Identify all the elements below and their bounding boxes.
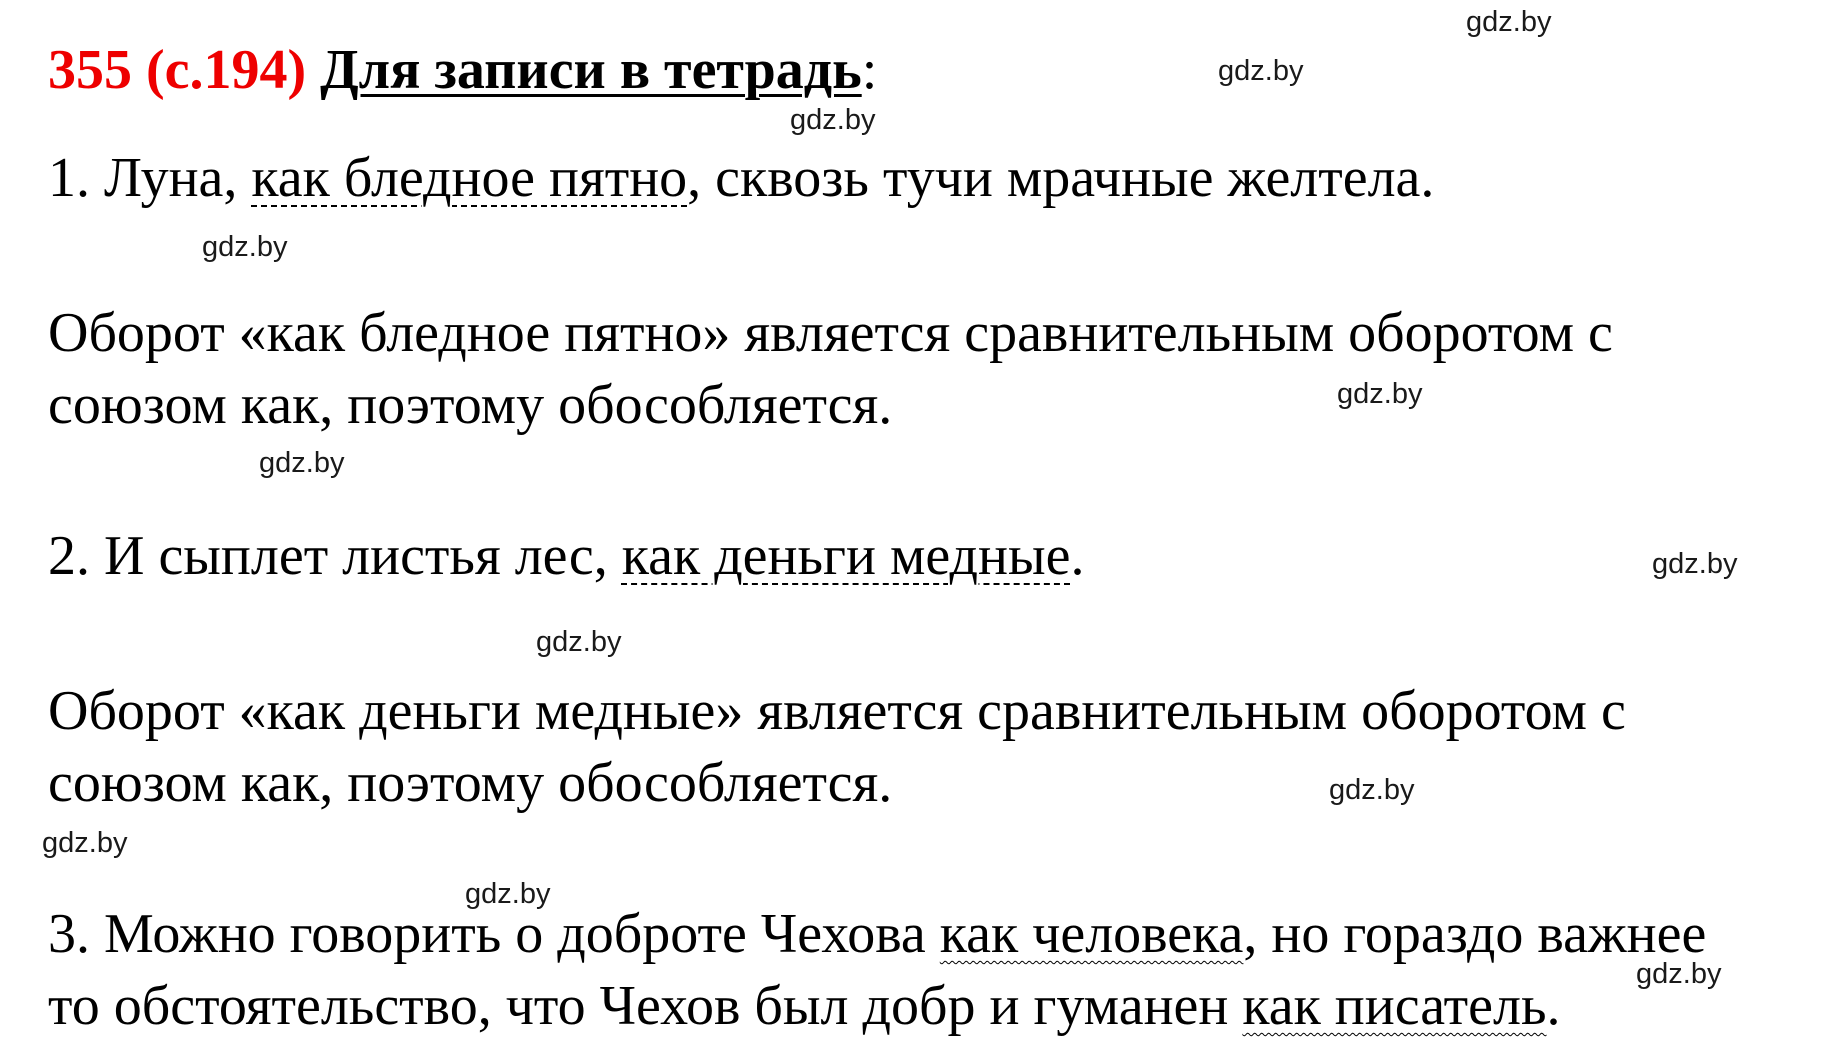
sentence-3-line-2-post: . bbox=[1546, 975, 1561, 1037]
watermark: gdz.by bbox=[1652, 548, 1738, 580]
exercise-number: 355 (с.194) bbox=[48, 39, 307, 101]
sentence-3-line-1 bbox=[48, 903, 1707, 965]
sentence-3-line-2-pre: то обстоятельство, что Чехов был добр и гуманен bbox=[48, 975, 1243, 1037]
watermark: gdz.by bbox=[1218, 55, 1304, 87]
sentence-1-comparative-phrase: как бледное пятно bbox=[251, 147, 688, 209]
explanation-2-line-1: Оборот «как деньги медные» является сравнительным оборотом с bbox=[48, 680, 1626, 742]
sentence-3-line-1-pre: 3. Можно говорить о доброте Чехова bbox=[48, 903, 940, 965]
watermark: gdz.by bbox=[42, 827, 128, 859]
watermark: gdz.by bbox=[1466, 6, 1552, 38]
watermark: gdz.by bbox=[536, 626, 622, 658]
sentence-1-pre: 1. Луна, bbox=[48, 147, 252, 209]
explanation-2-line-2: союзом как, поэтому обособляется. bbox=[48, 752, 893, 814]
watermark: gdz.by bbox=[259, 447, 345, 479]
sentence-2 bbox=[48, 525, 1085, 587]
watermark: gdz.by bbox=[1329, 774, 1415, 806]
watermark: gdz.by bbox=[465, 878, 551, 910]
watermark: gdz.by bbox=[202, 231, 288, 263]
sentence-3-line-1-post: , но гораздо важнее bbox=[1243, 903, 1707, 965]
watermark: gdz.by bbox=[1337, 378, 1423, 410]
sentence-1 bbox=[48, 147, 1435, 209]
watermark: gdz.by bbox=[790, 104, 876, 136]
explanation-1-line-1: Оборот «как бледное пятно» является сравнительным оборотом с bbox=[48, 302, 1613, 364]
sentence-3-phrase-2: как писатель bbox=[1242, 975, 1547, 1037]
exercise-heading: Для записи в тетрадь bbox=[320, 39, 862, 101]
page-title bbox=[48, 39, 878, 101]
watermark: gdz.by bbox=[1636, 958, 1722, 990]
sentence-3-phrase-1: как человека bbox=[939, 903, 1244, 965]
sentence-3-line-2 bbox=[48, 975, 1561, 1037]
explanation-1-line-2: союзом как, поэтому обособляется. bbox=[48, 374, 893, 436]
heading-colon: : bbox=[861, 39, 878, 101]
sentence-2-comparative-phrase: как деньги медные bbox=[621, 525, 1071, 587]
sentence-2-pre: 2. И сыплет листья лес, bbox=[48, 525, 622, 587]
sentence-2-post: . bbox=[1070, 525, 1085, 587]
sentence-1-post: , сквозь тучи мрачные желтела. bbox=[687, 147, 1435, 209]
